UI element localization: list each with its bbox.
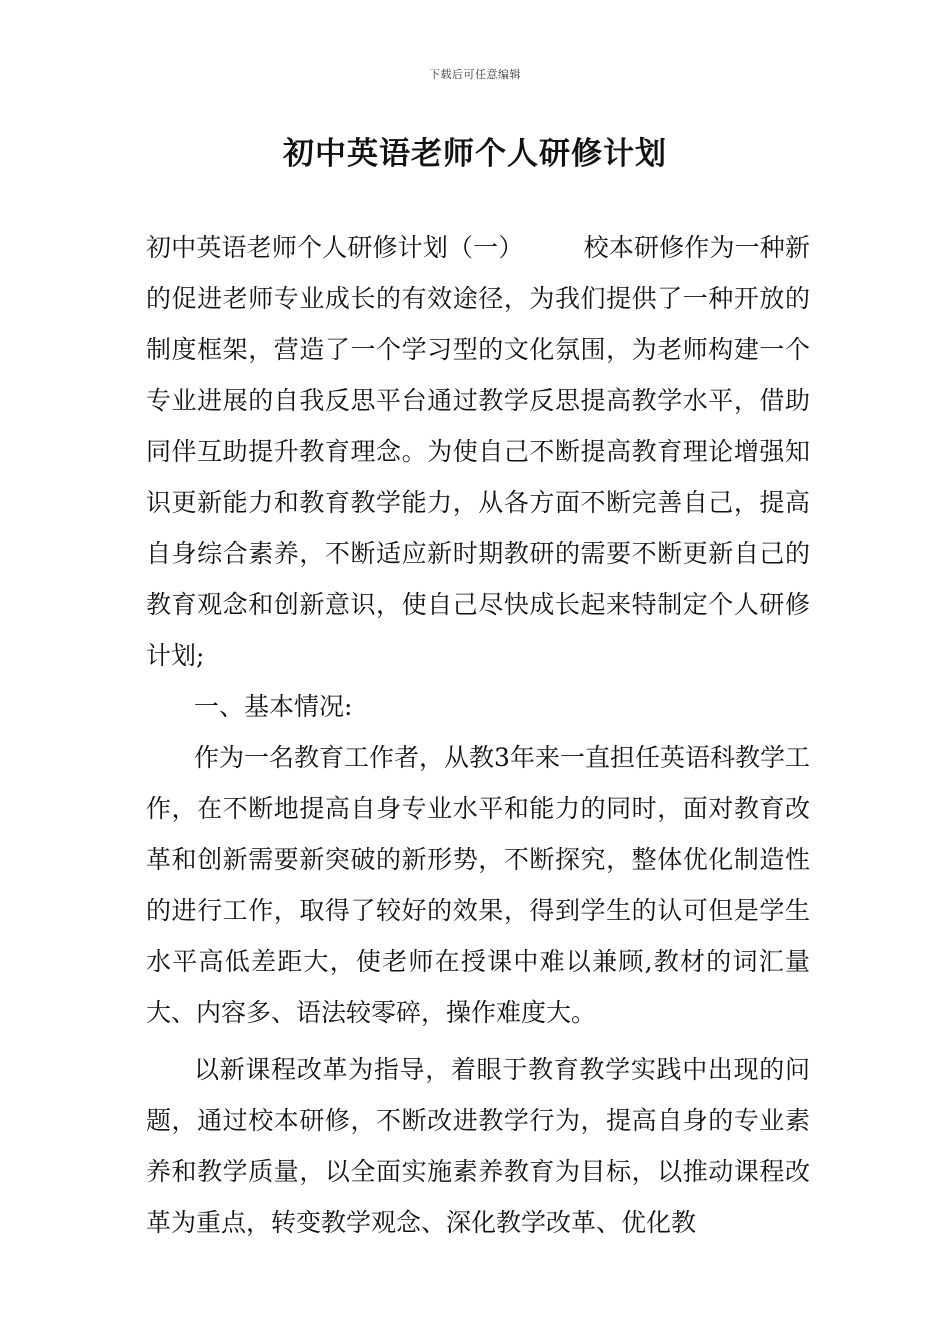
intro-text: 校本研修作为一种新的促进老师专业成长的有效途径，为我们提供了一种开放的制度框架，营造了一个学习型的文化氛围，为老师构建一个专业进展的自我反思平台通过教学反思提高教学水平，借助同伴互助提升教育理念。为使自己不断提高教育理论增强知识更新能力和教育教学能力，从各方面不断完善自己，提高自身综合素养，不断适应新时期教研的需要不断更新自己的教育观念和创新意识，使自己尽快成长起来特制定个人研修计划; [146, 233, 810, 670]
body-paragraph: 以新课程改革为指导，着眼于教育教学实践中出现的问题，通过校本研修，不断改进教学行为，提高自身的专业素养和教学质量，以全面实施素养教育为目标，以推动课程改革为重点，转变教学观念、深化教学改革、优化教 [146, 1055, 810, 1237]
document-body [146, 222, 810, 1248]
intro-paragraph [146, 222, 810, 681]
body-paragraph: 作为一名教育工作者，从教3年来一直担任英语科教学工作，在不断地提高自身专业水平和能力的同时，面对教育改革和创新需要新突破的新形势，不断探究，整体优化制造性的进行工作，取得了较好的效果，得到学生的认可但是学生水平高低差距大，使老师在授课中难以兼顾,教材的词汇量大、内容多、语法较零碎，操作难度大。 [146, 743, 810, 1027]
document-title: 初中英语老师个人研修计划 [283, 136, 667, 172]
section-heading-basic-situation: 一、基本情况: [194, 692, 353, 721]
header-note: 下载后可任意编辑 [429, 68, 521, 81]
intro-label: 初中英语老师个人研修计划（一） [146, 233, 524, 262]
